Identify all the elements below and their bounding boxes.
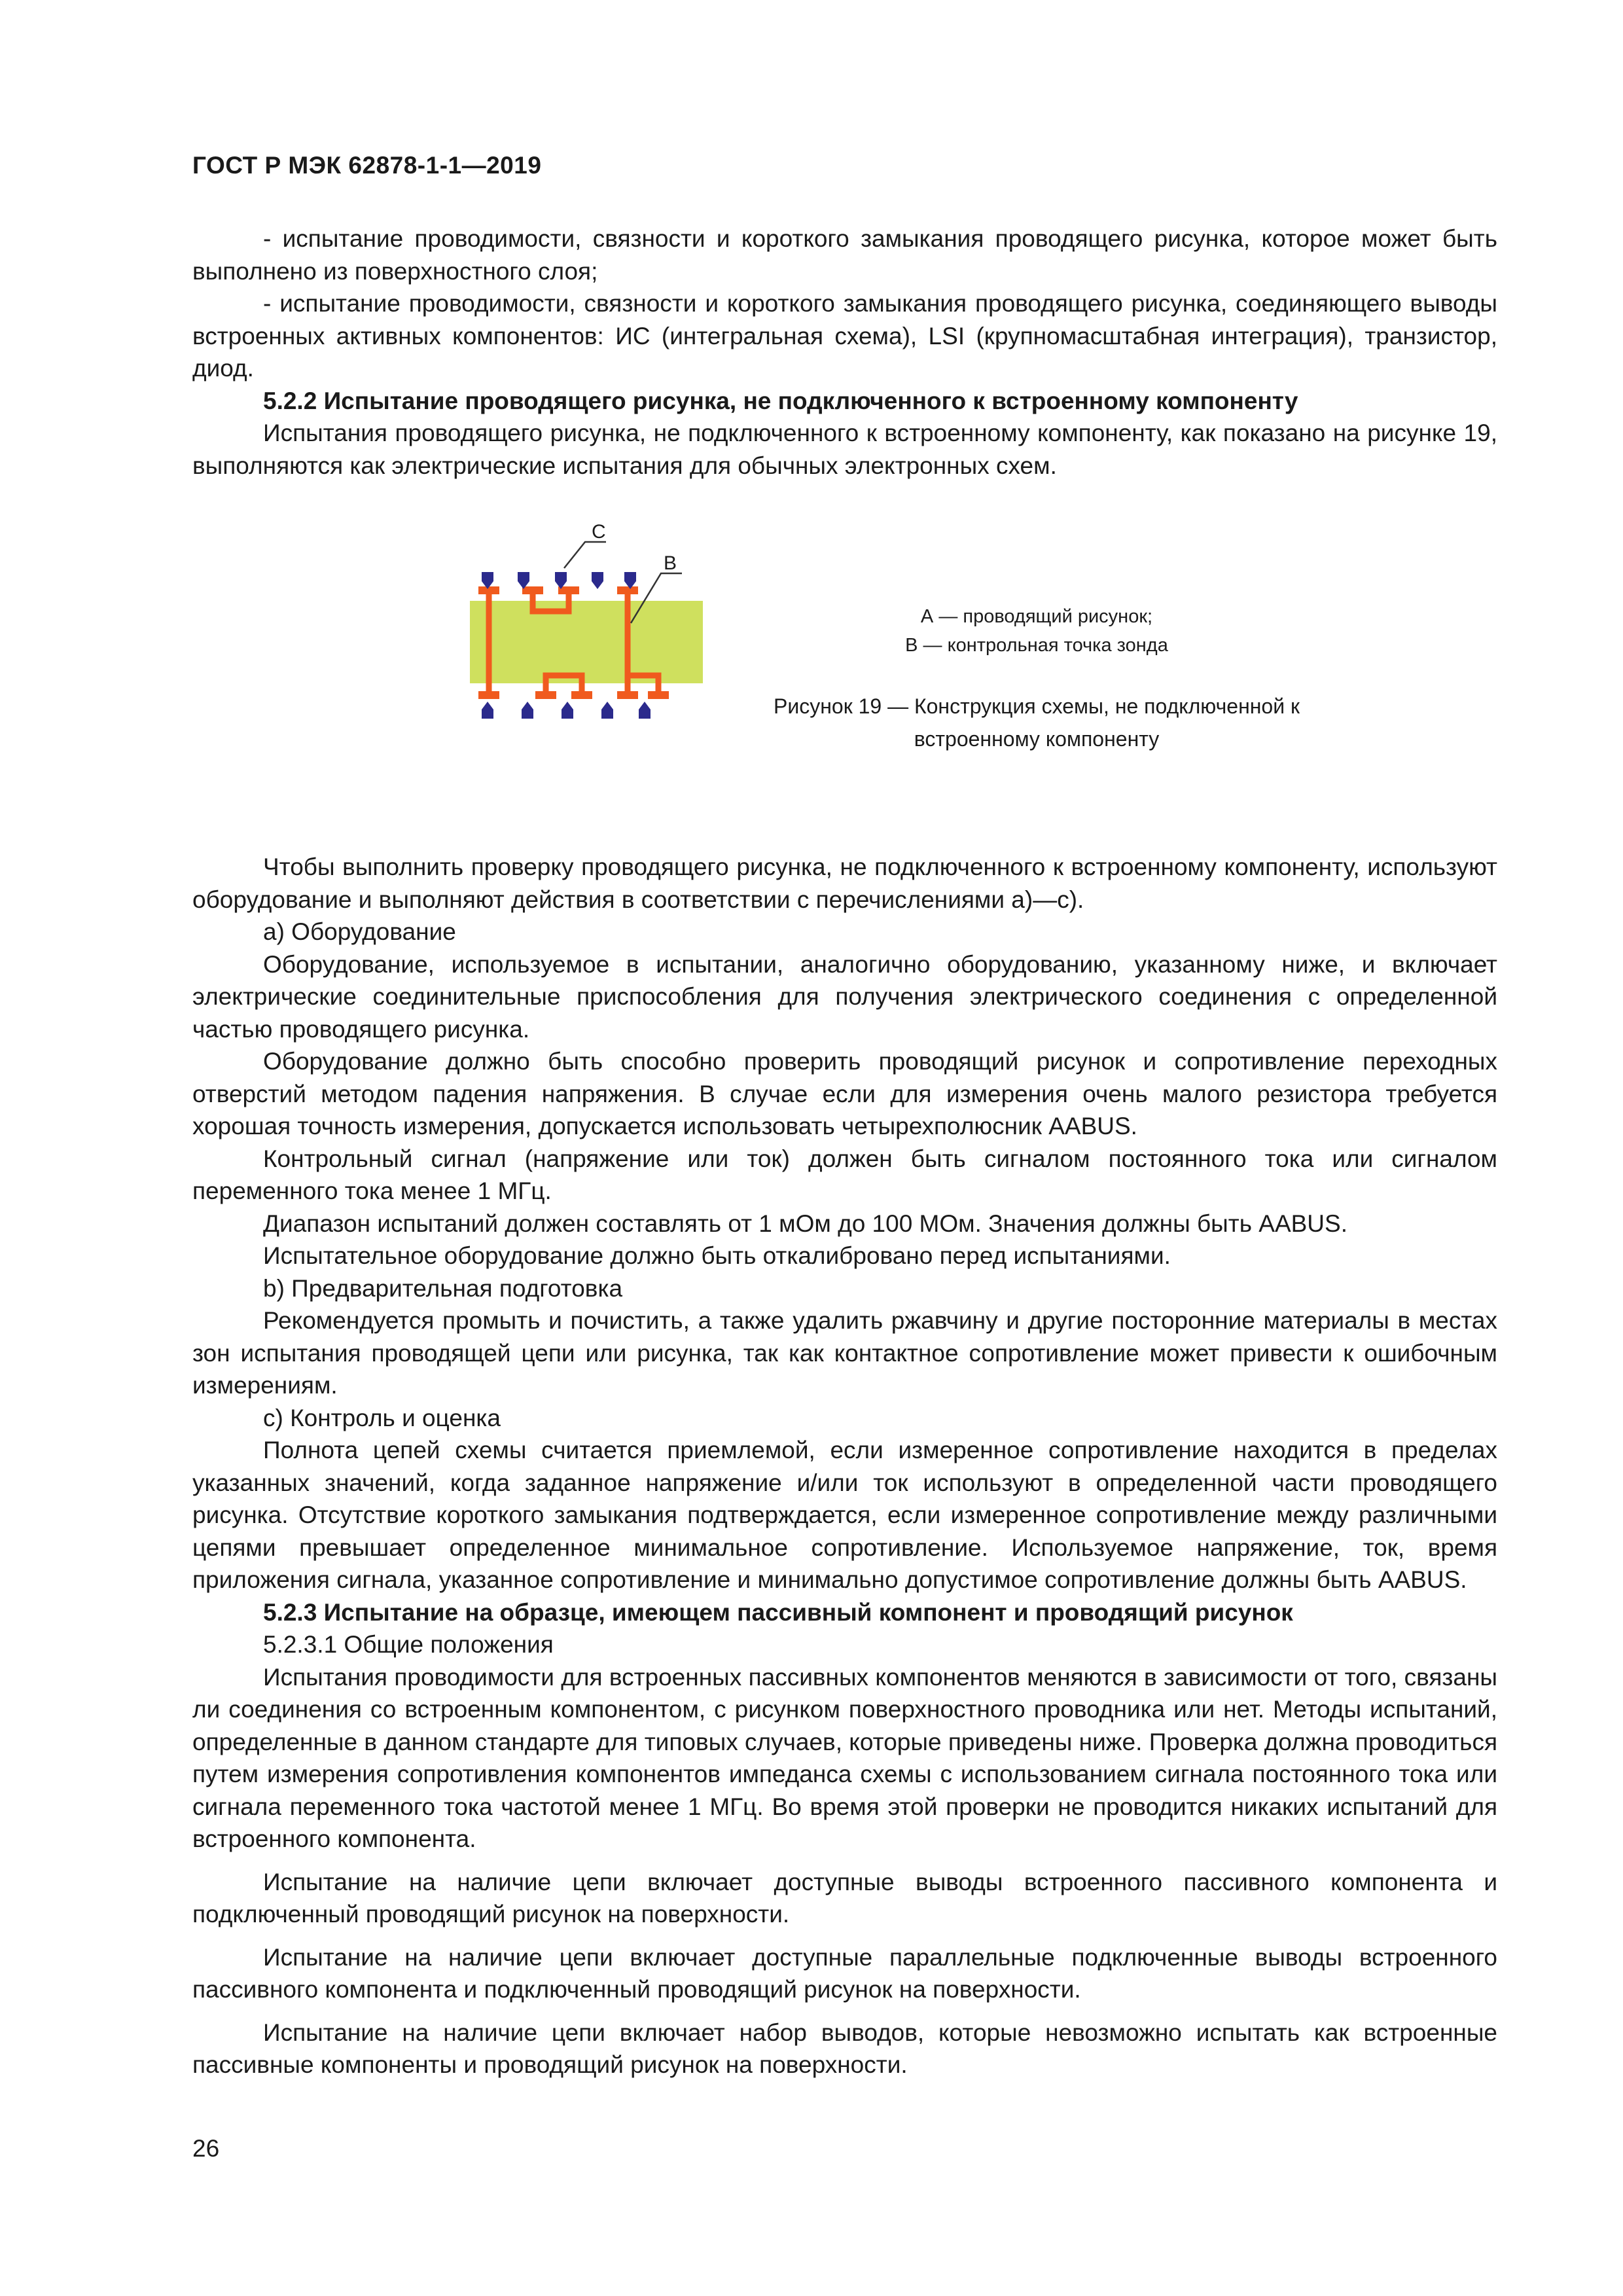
paragraph: а) Оборудование [263, 918, 456, 945]
paragraph: Рекомендуется промыть и почистить, а также удалить ржавчину и другие посторонние материалы в местах зон испытания проводящей цепи или рисунка, так как контактное сопротивление может привести к ошибочным измерениям. [192, 1307, 1497, 1399]
pad [522, 586, 543, 594]
figure-legend [781, 602, 1292, 660]
trace-right-branch [628, 675, 658, 694]
paragraph: b) Предварительная подготовка [263, 1274, 623, 1302]
paragraph: Испытания проводящего рисунка, не подключенного к встроенному компоненту, как показано на рисунке 19, выполняются как электрические испытания для обычных электронных схем. [192, 420, 1497, 479]
paragraph: Чтобы выполнить проверку проводящего рисунка, не подключенного к встроенному компоненту, используют оборудование и выполняют действия в соответствии с перечислениями а)—с). [192, 853, 1497, 913]
probe-top-4 [592, 572, 603, 589]
paragraph: Оборудование, используемое в испытании, аналогично оборудованию, указанному ниже, и включает электрические соединительные приспособления для получения электрического соединения с определенной частью проводящего рисунка. [192, 950, 1497, 1043]
document-header: ГОСТ Р МЭК 62878-1-1—2019 [192, 152, 542, 179]
circuit-diagram [467, 518, 742, 780]
paragraph: с) Контроль и оценка [263, 1404, 501, 1431]
paragraph: Испытание на наличие цепи включает набор выводов, которые невозможно испытать как встроенные пассивные компоненты и проводящий рисунок на поверхности. [192, 2018, 1497, 2078]
paragraph: - испытание проводимости, связности и короткого замыкания проводящего рисунка, которое может быть выполнено из поверхностного слоя; [192, 225, 1497, 285]
pad [478, 586, 499, 594]
paragraph: Испытательное оборудование должно быть откалибровано перед испытаниями. [263, 1242, 1171, 1269]
probe-bottom-3 [562, 702, 573, 719]
probe-bottom-5 [639, 702, 651, 719]
paragraph: Испытание на наличие цепи включает доступные выводы встроенного пассивного компонента и подключенный проводящий рисунок на поверхности. [192, 1868, 1497, 1928]
figure-19 [192, 518, 1497, 819]
board [470, 601, 703, 683]
label-b: B [664, 552, 677, 574]
leader-c [564, 542, 606, 568]
paragraph: Диапазон испытаний должен составлять от 1 мОм до 100 МОм. Значения должны быть AABUS. [263, 1210, 1347, 1237]
label-c: C [592, 521, 606, 543]
paragraph: Испытания проводимости для встроенных пассивных компонентов меняются в зависимости от того, связаны ли соединения со встроенным компонентом, с рисунком поверхностного проводника или нет. Методы испытаний, определенные в данном стандарте для типовых случаев, которые приведены ниже. Проверка должна проводиться путем измерения сопротивления компонентов импеданса схемы с использованием сигнала постоянного тока или сигнала переменного тока частотой менее 1 МГц. Во время этой проверки не проводится никаких испытаний для встроенного компонента. [192, 1663, 1497, 1852]
pad [648, 691, 669, 699]
paragraphs-top [192, 223, 1497, 482]
paragraphs-bottom [192, 851, 1497, 2081]
paragraph: - испытание проводимости, связности и короткого замыкания проводящего рисунка, соединяющего выводы встроенных активных компонентов: ИС (интегральная схема), LSI (крупномасштабная интеграция), транзистор, диод. [192, 290, 1497, 382]
section-heading: 5.2.2 Испытание проводящего рисунка, не подключенного к встроенному компоненту [263, 387, 1298, 414]
paragraph: Испытание на наличие цепи включает доступные параллельные подключенные выводы встроенного пассивного компонента и подключенный проводящий рисунок на поверхности. [192, 1943, 1497, 2003]
paragraph: 5.2.3.1 Общие положения [263, 1631, 554, 1658]
probe-bottom-1 [482, 702, 493, 719]
section-heading: 5.2.3 Испытание на образце, имеющем пассивный компонент и проводящий рисунок [263, 1598, 1293, 1626]
probe-bottom-4 [601, 702, 613, 719]
page-number: 26 [192, 2135, 220, 2162]
paragraph: Оборудование должно быть способно проверить проводящий рисунок и сопротивление переходных отверстий методом падения напряжения. В случае если для измерения очень малого резистора требуется хорошая точность измерения, допускается использовать четырехполюсник AABUS. [192, 1048, 1497, 1139]
pad [571, 691, 592, 699]
legend-b: В — контрольная точка зонда [905, 635, 1168, 656]
pad [478, 691, 499, 699]
pad [617, 691, 638, 699]
pad [617, 586, 638, 594]
figure-caption: Рисунок 19 — Конструкция схемы, не подключенной к встроенному компоненту [774, 694, 1300, 751]
paragraph: Контрольный сигнал (напряжение или ток) должен быть сигналом постоянного тока или сигналом переменного тока менее 1 МГц. [192, 1145, 1497, 1204]
trace-bottom-loop [546, 675, 582, 694]
legend-a: А — проводящий рисунок; [920, 606, 1153, 627]
pad [535, 691, 556, 699]
page-content [192, 223, 1497, 2081]
paragraph: Полнота цепей схемы считается приемлемой, если измеренное сопротивление находится в пределах указанных значений, когда заданное напряжение и/или ток используют в определенной части проводящего рисунка. Отсутствие короткого замыкания подтверждается, если измеренное сопротивление между различными цепями превышает определенное минимальное сопротивление. Используемое напряжение, ток, время приложения сигнала, указанное сопротивление и минимально допустимое сопротивление должны быть AABUS. [192, 1437, 1497, 1593]
probe-bottom-2 [522, 702, 533, 719]
